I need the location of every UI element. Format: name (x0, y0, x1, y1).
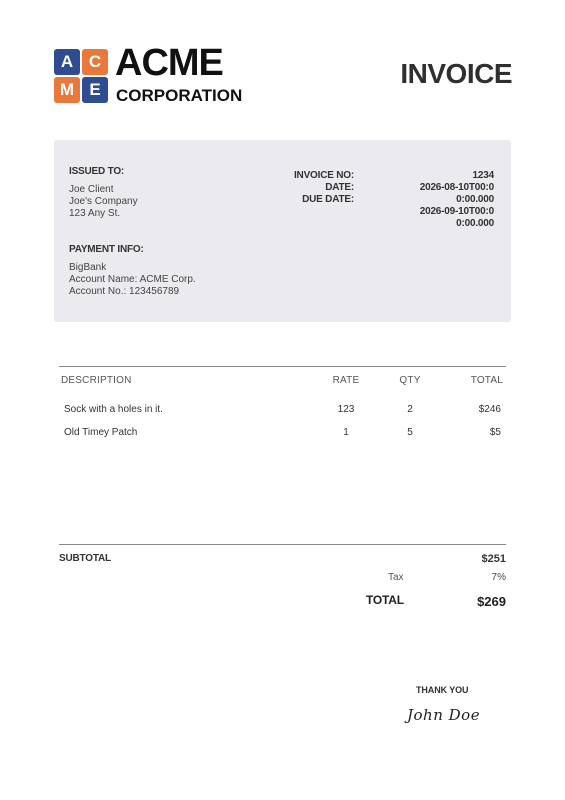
issued-to-block (69, 184, 138, 220)
issued-to-line: Joe's Company (69, 196, 138, 207)
signature: John Doe (407, 706, 481, 724)
subtotal-label: SUBTOTAL (59, 553, 111, 564)
payment-info-line: BigBank (69, 262, 107, 273)
invoice-date-label: DATE: (325, 182, 354, 193)
invoice-meta-labels (240, 170, 354, 206)
invoice-due-date-value-cont: 0:00.000 (456, 218, 494, 229)
company-logo (54, 49, 108, 103)
table-row (0, 427, 565, 441)
column-header-description: DESCRIPTION (61, 375, 132, 386)
invoice-date-value-cont: 0:00.000 (456, 194, 494, 205)
payment-info-line: Account Name: ACME Corp. (69, 274, 196, 285)
document-title: INVOICE (400, 58, 512, 89)
logo-tile-a: A (54, 49, 80, 75)
column-header-total: TOTAL (470, 375, 503, 386)
issued-to-line: 123 Any St. (69, 208, 121, 219)
total-label: TOTAL (366, 593, 404, 607)
row-description: Sock with a holes in it. (64, 404, 163, 415)
company-subtitle: CORPORATION (116, 86, 243, 105)
column-header-rate: RATE (332, 375, 360, 386)
invoice-due-date-value: 2026-09-10T00:0 (419, 206, 494, 217)
invoice-due-date-label: DUE DATE: (302, 194, 354, 205)
invoice-number-value: 1234 (472, 170, 494, 181)
invoice-number-label: INVOICE NO: (293, 170, 354, 181)
row-rate: 123 (337, 404, 355, 415)
row-rate: 1 (343, 427, 349, 438)
invoice-date-value: 2026-08-10T00:0 (419, 182, 494, 193)
totals-divider (59, 544, 506, 545)
row-total: $246 (478, 404, 501, 415)
row-description: Old Timey Patch (64, 427, 138, 438)
total-value: $269 (477, 594, 506, 609)
tax-value: 7% (491, 572, 506, 583)
table-top-divider (59, 366, 506, 367)
column-header-qty: QTY (399, 375, 421, 386)
logo-tile-m: M (54, 77, 80, 103)
issued-to-line: Joe Client (69, 184, 114, 195)
row-total: $5 (489, 427, 501, 438)
row-qty: 5 (407, 427, 413, 438)
payment-info-line: Account No.: 123456789 (69, 286, 180, 297)
company-name: ACME (115, 42, 223, 84)
issued-to-label: ISSUED TO: (69, 166, 125, 177)
logo-tile-c: C (82, 49, 108, 75)
thank-you-text: THANK YOU (416, 685, 469, 695)
table-row (0, 404, 565, 418)
tax-label: Tax (388, 572, 404, 583)
subtotal-value: $251 (481, 553, 506, 565)
row-qty: 2 (407, 404, 413, 415)
payment-info-label: PAYMENT INFO: (69, 244, 144, 255)
payment-info-block (69, 262, 196, 298)
invoice-meta-values (384, 170, 494, 230)
logo-tile-e: E (82, 77, 108, 103)
